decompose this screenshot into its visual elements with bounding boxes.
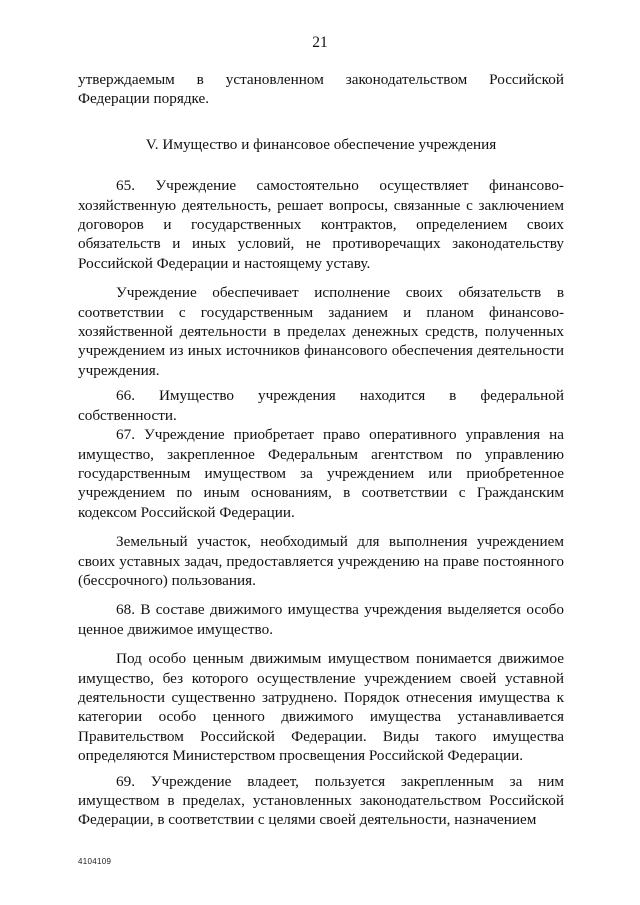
paragraph-67: 67. Учреждение приобретает право оперативного управления на имущество, закрепленное Федеральным агентством по управлению государственным имуществом за учреждением или приобретенное учреждением по иным основаниям, в соответствии с Гражданским кодексом Российской Федерации. [78,426,564,521]
paragraph-67-cont: Земельный участок, необходимый для выполнения учреждением своих уставных задач, предоставляется учреждению на праве постоянного (бессрочного) пользования. [78,533,564,589]
paragraph-69: 69. Учреждение владеет, пользуется закрепленным за ним имуществом в пределах, установленных законодательством Российской Федерации, в соответствии с целями своей деятельности, назначением [78,772,564,829]
paragraph-68: 68. В составе движимого имущества учреждения выделяется особо ценное движимое имущество. [78,601,564,638]
section-heading: V. Имущество и финансовое обеспечение учреждения [145,135,497,153]
paragraph-65-cont: Учреждение обеспечивает исполнение своих обязательств в соответствии с государственным заданием и планом финансово-хозяйственной деятельности в пределах денежных средств, полученных учреждением из иных источников финансового обеспечения деятельности учреждения. [78,284,564,379]
intro-paragraph: утверждаемым в установленном законодательством Российской Федерации порядке. [78,71,564,108]
paragraph-68-cont: Под особо ценным движимым имуществом понимается движимое имущество, без которого осуществление учреждением своей уставной деятельности существенно затруднено. Порядок отнесения имущества к категории особо ценного движимого имущества устанавливается Правительством Российской Федерации. Виды такого имущества определяются Министерством просвещения Российской Федерации. [78,650,564,765]
document-body [78,70,564,830]
paragraph-66: 66. Имущество учреждения находится в федеральной собственности. [78,387,564,424]
document-code: 4104109 [78,857,112,866]
page-number: 21 [312,34,328,51]
paragraph-65: 65. Учреждение самостоятельно осуществляет финансово-хозяйственную деятельность, решает вопросы, связанные с заключением договоров и государственных контрактов, определением своих обязательств и иных условий, не противоречащих законодательству Российской Федерации и настоящему уставу. [78,177,564,272]
